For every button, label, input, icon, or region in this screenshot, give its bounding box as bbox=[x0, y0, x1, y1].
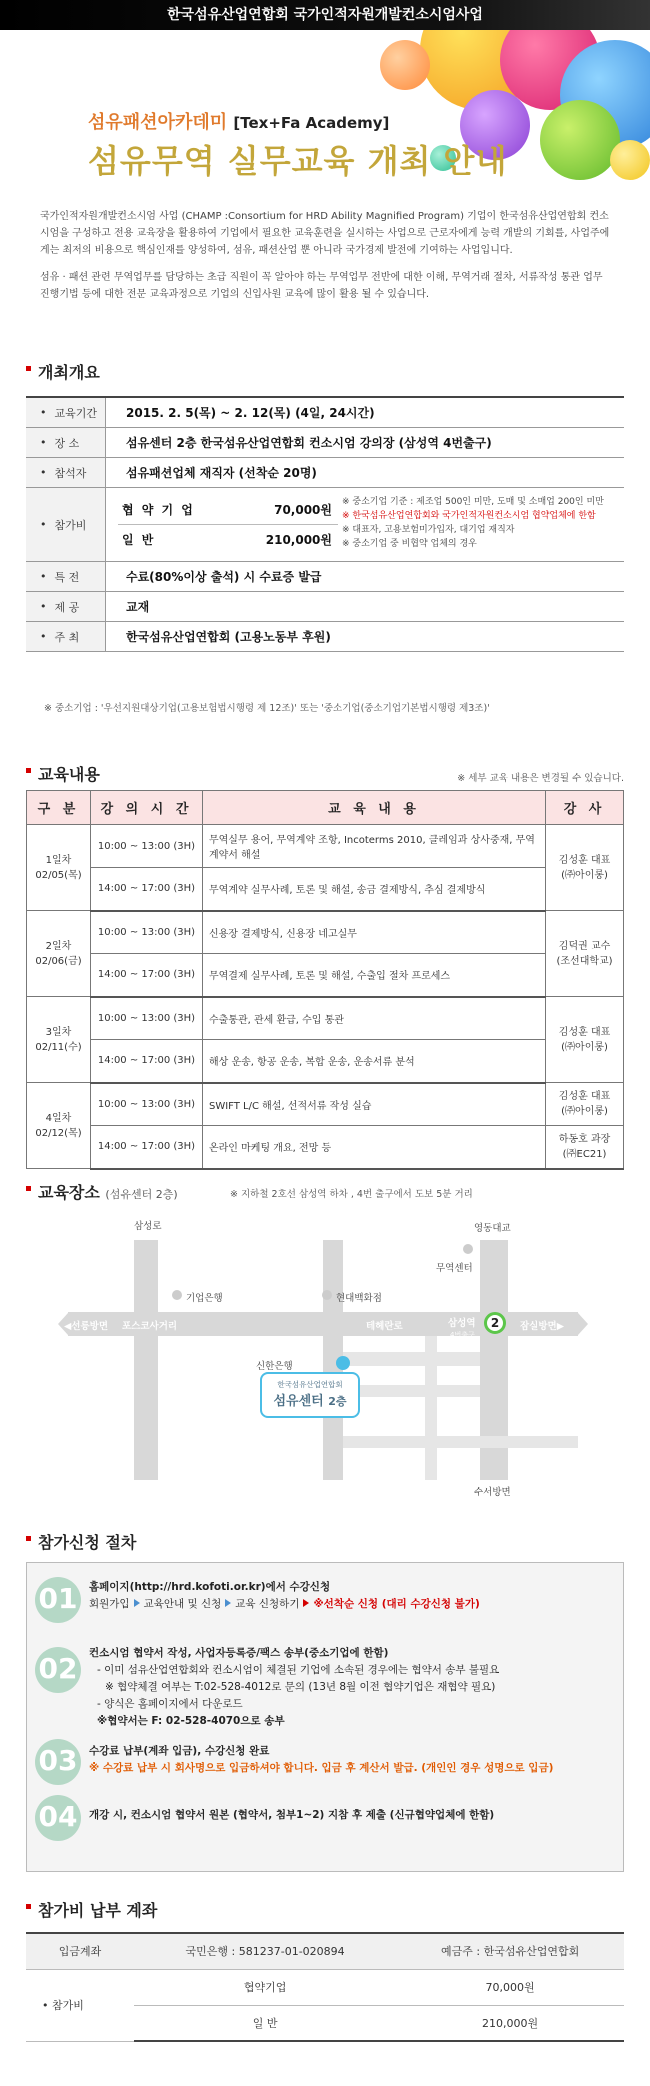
overview-row bbox=[26, 398, 624, 428]
overview-key: • 장 소 bbox=[26, 428, 106, 457]
academy-label bbox=[88, 108, 389, 134]
overview-row bbox=[26, 458, 624, 488]
building-name bbox=[262, 1390, 358, 1409]
fee-note: ※ 중소기업 기준 : 제조업 500인 미만, 도매 및 소매업 200인 미만 bbox=[342, 496, 604, 507]
overview-key: • 참석자 bbox=[26, 458, 106, 487]
table-row bbox=[27, 825, 624, 868]
fee-box bbox=[118, 491, 624, 559]
content-cell: 신용장 결제방식, 신용장 네고실무 bbox=[202, 911, 545, 954]
decor-bubble bbox=[610, 140, 650, 180]
map-label-jamsil: 잠실방면▶ bbox=[520, 1321, 565, 1332]
overview-key: • 주 최 bbox=[26, 622, 106, 651]
overview-key: • 참가비 bbox=[26, 488, 106, 561]
column-header: 교 육 내 용 bbox=[202, 791, 545, 825]
building-callout bbox=[260, 1372, 360, 1418]
overview-value: 섬유패션업체 재직자 (선착순 20명) bbox=[126, 466, 317, 480]
day-date: 02/06(금) bbox=[35, 955, 82, 967]
table-row bbox=[27, 1040, 624, 1083]
day-cell bbox=[27, 1083, 91, 1169]
fee-note: ※ 중소기업 중 비협약 업체의 경우 bbox=[342, 538, 477, 549]
location-pin-icon bbox=[336, 1356, 350, 1370]
overview-key: • 특 전 bbox=[26, 562, 106, 591]
lecturer-cell bbox=[546, 997, 624, 1083]
intro-paragraph-1: 국가인적자원개발컨소시엄 사업 (CHAMP :Consortium for HRD Ability Magnified Program) 기업이 한국섬유산업연합회 컨소시엄을 구성하고 전용 교육장을 활용하여 기업에서 필요한 교육훈련을 실시하는 사업으로 근로자에게 능력 개발의 기회를, 사업주에게는 최저의 비용으로 핵심인재를 양성하여, 섬유, 패션산업 뿐 아니라 국가경제 발전에 기여하는 사업입니다. bbox=[40, 211, 610, 256]
overview-row bbox=[26, 428, 624, 458]
overview-table bbox=[26, 396, 624, 652]
fee-name: 일 반 bbox=[122, 533, 156, 547]
table-row bbox=[27, 868, 624, 911]
lecturer-name: 하동호 과장 bbox=[558, 1133, 611, 1145]
lecturer-name: 김성훈 대표 bbox=[558, 1026, 611, 1038]
content-cell: 무역결제 실무사례, 토론 및 해설, 수출입 절차 프로세스 bbox=[202, 954, 545, 997]
fee-amount: 70,000원 bbox=[396, 1969, 624, 2005]
intro bbox=[0, 208, 650, 303]
section-title-text: 참가신청 절차 bbox=[38, 1533, 137, 1552]
section-title-procedure bbox=[0, 1530, 136, 1553]
location-note: ※ 지하철 2호선 삼성역 하차 , 4번 출구에서 도보 5분 거리 bbox=[230, 1189, 473, 1200]
section-title-text: 참가비 납부 계좌 bbox=[38, 1901, 158, 1920]
day-cell bbox=[27, 825, 91, 911]
table-row bbox=[27, 954, 624, 997]
step-4 bbox=[89, 1807, 494, 1824]
lecturer-org: (㈜EC21) bbox=[562, 1148, 607, 1160]
step-number: 04 bbox=[35, 1795, 81, 1841]
lecturer-cell bbox=[546, 911, 624, 997]
table-row bbox=[26, 1969, 624, 2005]
arrow-icon bbox=[303, 1599, 309, 1607]
day-label: 4일차 bbox=[45, 1112, 72, 1124]
overview-value bbox=[106, 488, 624, 561]
map-label-teheran: 테헤란로 bbox=[366, 1321, 403, 1332]
step-path-item: 교육 신청하기 bbox=[235, 1598, 300, 1610]
day-cell bbox=[27, 997, 91, 1083]
decor-bubble bbox=[540, 100, 620, 180]
step-heading: 컨소시엄 협약서 작성, 사업자등록증/팩스 송부(중소기업에 한함) bbox=[89, 1647, 389, 1659]
map-marker-icon bbox=[322, 1290, 332, 1300]
content-cell: 무역계약 실무사례, 토론 및 해설, 송금 결제방식, 추심 결제방식 bbox=[202, 868, 545, 911]
step-detail: ※협약서는 F: 02-528-4070으로 송부 bbox=[97, 1715, 285, 1727]
map-label-hyundai: 현대백화점 bbox=[336, 1293, 382, 1304]
lecturer-name: 김성훈 대표 bbox=[558, 1091, 611, 1102]
academy-name: 섬유패션아카데미 bbox=[88, 112, 228, 133]
road-arrow-right bbox=[578, 1313, 588, 1335]
hero bbox=[0, 30, 650, 190]
overview-row bbox=[26, 562, 624, 592]
fee-amount: 210,000원 bbox=[265, 533, 332, 547]
day-label: 3일차 bbox=[45, 1026, 72, 1038]
lecturer-cell bbox=[546, 1126, 624, 1169]
step-number: 02 bbox=[35, 1647, 81, 1693]
section-title-payment bbox=[0, 1898, 157, 1921]
payment-key bbox=[26, 1969, 134, 2041]
lecturer-name: 김덕권 교수 bbox=[558, 940, 611, 952]
day-cell bbox=[27, 911, 91, 997]
map-label-ibk: 기업은행 bbox=[186, 1293, 223, 1304]
fee-note: ※ 대표자, 고용보험미가입자, 대기업 재직자 bbox=[342, 524, 515, 535]
step-1 bbox=[89, 1579, 480, 1613]
section-title-location bbox=[0, 1180, 178, 1203]
map-marker-icon bbox=[463, 1244, 473, 1254]
fee-type: 협약기업 bbox=[134, 1969, 396, 2005]
map-label-posco: 포스코사거리 bbox=[122, 1321, 178, 1332]
table-row bbox=[27, 1083, 624, 1126]
step-3 bbox=[89, 1743, 553, 1777]
overview-row bbox=[26, 592, 624, 622]
account-holder: 예금주 : 한국섬유산업연합회 bbox=[396, 1933, 624, 1969]
map-marker-icon bbox=[172, 1290, 182, 1300]
content-cell: 수출통관, 관세 환급, 수입 통관 bbox=[202, 997, 545, 1040]
step-detail: ※ 협약체결 여부는 T:02-528-4012로 문의 (13년 8월 이전 협약기업은 재협약 필요) bbox=[105, 1681, 496, 1693]
lecturer-cell bbox=[546, 825, 624, 911]
table-header-row bbox=[27, 791, 624, 825]
fee-line bbox=[118, 495, 338, 525]
day-date: 02/05(목) bbox=[35, 869, 82, 881]
overview-value: 수료(80%이상 출석) 시 수료증 발급 bbox=[126, 570, 322, 584]
payment-key-label: 참가비 bbox=[52, 1999, 84, 2012]
lecturer-org: (㈜아이롱) bbox=[561, 869, 608, 881]
time-cell: 10:00 ~ 13:00 (3H) bbox=[90, 825, 202, 868]
road-side bbox=[343, 1436, 578, 1448]
section-title-overview bbox=[0, 360, 100, 383]
intro-paragraph-2: 섬유 · 패션 관련 무역업무를 담당하는 초급 직원이 꼭 알아야 하는 무역업무 전반에 대한 이해, 무역거래 절차, 서류작성 통관 업무 진행기법 등에 대한 전문 교육과정으로 기업의 신입사원 교육에 많이 활용 될 수 있습니다. bbox=[40, 272, 603, 300]
overview-key: • 교육기간 bbox=[26, 398, 106, 427]
location-map bbox=[50, 1210, 600, 1520]
time-cell: 14:00 ~ 17:00 (3H) bbox=[90, 868, 202, 911]
lecturer-org: (㈜아이롱) bbox=[561, 1106, 608, 1117]
day-date: 02/11(수) bbox=[35, 1041, 82, 1053]
map-label-exit: 4번출구 bbox=[450, 1331, 475, 1339]
road-side bbox=[343, 1385, 480, 1397]
day-label: 1일차 bbox=[45, 854, 72, 866]
fee-notes bbox=[338, 495, 624, 555]
lecturer-name: 김성훈 대표 bbox=[558, 854, 611, 866]
time-cell: 10:00 ~ 13:00 (3H) bbox=[90, 911, 202, 954]
curriculum-note: ※ 세부 교육 내용은 변경될 수 있습니다. bbox=[457, 773, 624, 784]
overview-value: 2015. 2. 5(목) ~ 2. 12(목) (4일, 24시간) bbox=[126, 406, 375, 420]
page-title: 섬유무역 실무교육 개최 안내 bbox=[88, 142, 508, 180]
map-label-trade-center: 무역센터 bbox=[436, 1263, 473, 1274]
table-row bbox=[27, 997, 624, 1040]
procedure-box bbox=[26, 1562, 624, 1872]
curriculum-table bbox=[26, 790, 624, 1170]
column-header: 강 의 시 간 bbox=[90, 791, 202, 825]
time-cell: 14:00 ~ 17:00 (3H) bbox=[90, 954, 202, 997]
day-label: 2일차 bbox=[45, 940, 72, 952]
payment-table bbox=[26, 1932, 624, 2042]
overview-value: 교재 bbox=[126, 600, 150, 614]
overview-key: • 제 공 bbox=[26, 592, 106, 621]
content-cell: 해상 운송, 항공 운송, 복합 운송, 운송서류 분석 bbox=[202, 1040, 545, 1083]
road-side bbox=[425, 1336, 437, 1480]
subway-line-icon: 2 bbox=[484, 1312, 506, 1334]
fee-grid bbox=[118, 495, 338, 555]
map-label-samsung-station: 삼성역 bbox=[448, 1318, 476, 1329]
arrow-icon bbox=[225, 1599, 231, 1607]
fee-name: 협 약 기 업 bbox=[122, 502, 195, 517]
table-row bbox=[27, 911, 624, 954]
step-detail: - 이미 섬유산업연합회와 컨소시엄이 체결된 기업에 소속된 경우에는 협약서 송부 불필요 bbox=[97, 1664, 500, 1676]
overview-footnote: ※ 중소기업 : '우선지원대상기업(고용보험법시행령 제 12조)' 또는 '중소기업(중소기업기본법시행령 제3조)' bbox=[44, 703, 490, 714]
fee-amount: 210,000원 bbox=[396, 2005, 624, 2041]
table-row bbox=[26, 1933, 624, 1969]
time-cell: 14:00 ~ 17:00 (3H) bbox=[90, 1040, 202, 1083]
building-name-text: 섬유센터 bbox=[273, 1394, 324, 1409]
road-vertical bbox=[134, 1240, 158, 1480]
day-date: 02/12(목) bbox=[35, 1127, 82, 1139]
time-cell: 14:00 ~ 17:00 (3H) bbox=[90, 1126, 202, 1169]
step-detail: - 양식은 홈페이지에서 다운로드 bbox=[97, 1698, 243, 1710]
table-row bbox=[27, 1126, 624, 1169]
road-side bbox=[343, 1352, 480, 1366]
lecturer-org: (㈜아이롱) bbox=[561, 1041, 608, 1053]
content-cell: SWIFT L/C 해설, 선적서류 작성 실습 bbox=[202, 1083, 545, 1126]
fee-note: ※ 한국섬유산업연합회와 국가인적자원컨소시엄 협약업체에 한함 bbox=[342, 510, 596, 521]
lecturer-cell bbox=[546, 1083, 624, 1126]
step-path-item: 회원가입 bbox=[89, 1598, 130, 1610]
map-label-shinhan: 신한은행 bbox=[256, 1361, 293, 1372]
step-2 bbox=[89, 1645, 499, 1730]
step-heading: 개강 시, 컨소시엄 협약서 원본 (협약서, 첨부1~2) 지참 후 제출 (신규협약업체에 한함) bbox=[89, 1809, 495, 1821]
building-org: 한국섬유산업연합회 bbox=[277, 1380, 343, 1389]
time-cell: 10:00 ~ 13:00 (3H) bbox=[90, 997, 202, 1040]
academy-name-en: [Tex+Fa Academy] bbox=[233, 114, 390, 132]
bullet-icon: • bbox=[42, 1999, 49, 2012]
step-number: 03 bbox=[35, 1739, 81, 1785]
column-header: 구 분 bbox=[27, 791, 91, 825]
section-title-text: 교육내용 bbox=[38, 765, 100, 784]
top-banner: 한국섬유산업연합회 국가인적자원개발컨소시엄사업 bbox=[0, 0, 650, 30]
payment-key: 입금계좌 bbox=[26, 1933, 134, 1969]
overview-row bbox=[26, 622, 624, 652]
step-number: 01 bbox=[35, 1577, 81, 1623]
fee-line bbox=[118, 525, 338, 555]
arrow-icon bbox=[134, 1599, 140, 1607]
section-title-text: 개최개요 bbox=[38, 363, 100, 382]
step-heading: 홈페이지(http://hrd.kofoti.or.kr)에서 수강신청 bbox=[89, 1581, 331, 1593]
map-label-samsungro: 삼성로 bbox=[134, 1221, 162, 1232]
decor-bubble bbox=[380, 40, 430, 90]
map-label-seolleung: ◀선릉방면 bbox=[64, 1321, 109, 1332]
map-label-yeongdong: 영동대교 bbox=[474, 1223, 511, 1234]
content-cell: 무역실무 용어, 무역계약 조항, Incoterms 2010, 클레임과 상사중재, 무역계약서 해설 bbox=[202, 825, 545, 868]
bank-account: 국민은행 : 581237-01-020894 bbox=[134, 1933, 396, 1969]
content-cell: 온라인 마케팅 개요, 전망 등 bbox=[202, 1126, 545, 1169]
map-label-suseo: 수서방면 bbox=[474, 1487, 511, 1498]
step-warning: ※ 수강료 납부 시 회사명으로 입금하셔야 합니다. 입금 후 계산서 발급. (개인인 경우 성명으로 입금) bbox=[89, 1762, 554, 1774]
step-path bbox=[89, 1596, 480, 1613]
column-header: 강 사 bbox=[546, 791, 624, 825]
lecturer-org: (조선대학교) bbox=[556, 955, 613, 967]
section-subtitle: (섬유센터 2층) bbox=[105, 1188, 178, 1201]
overview-row-fee bbox=[26, 488, 624, 562]
section-title-curriculum bbox=[0, 762, 100, 785]
step-path-item: 교육안내 및 신청 bbox=[143, 1598, 222, 1610]
building-floor: 2층 bbox=[328, 1395, 347, 1408]
overview-value: 한국섬유산업연합회 (고용노동부 후원) bbox=[126, 630, 331, 644]
fee-type: 일 반 bbox=[134, 2005, 396, 2041]
step-warning: ※선착순 신청 (대리 수강신청 불가) bbox=[313, 1598, 480, 1610]
overview-value: 섬유센터 2층 한국섬유산업연합회 컨소시엄 강의장 (삼성역 4번출구) bbox=[126, 436, 492, 450]
section-title-text: 교육장소 bbox=[38, 1183, 100, 1202]
step-heading: 수강료 납부(계좌 입금), 수강신청 완료 bbox=[89, 1745, 270, 1757]
fee-amount: 70,000원 bbox=[274, 502, 332, 517]
time-cell: 10:00 ~ 13:00 (3H) bbox=[90, 1083, 202, 1126]
